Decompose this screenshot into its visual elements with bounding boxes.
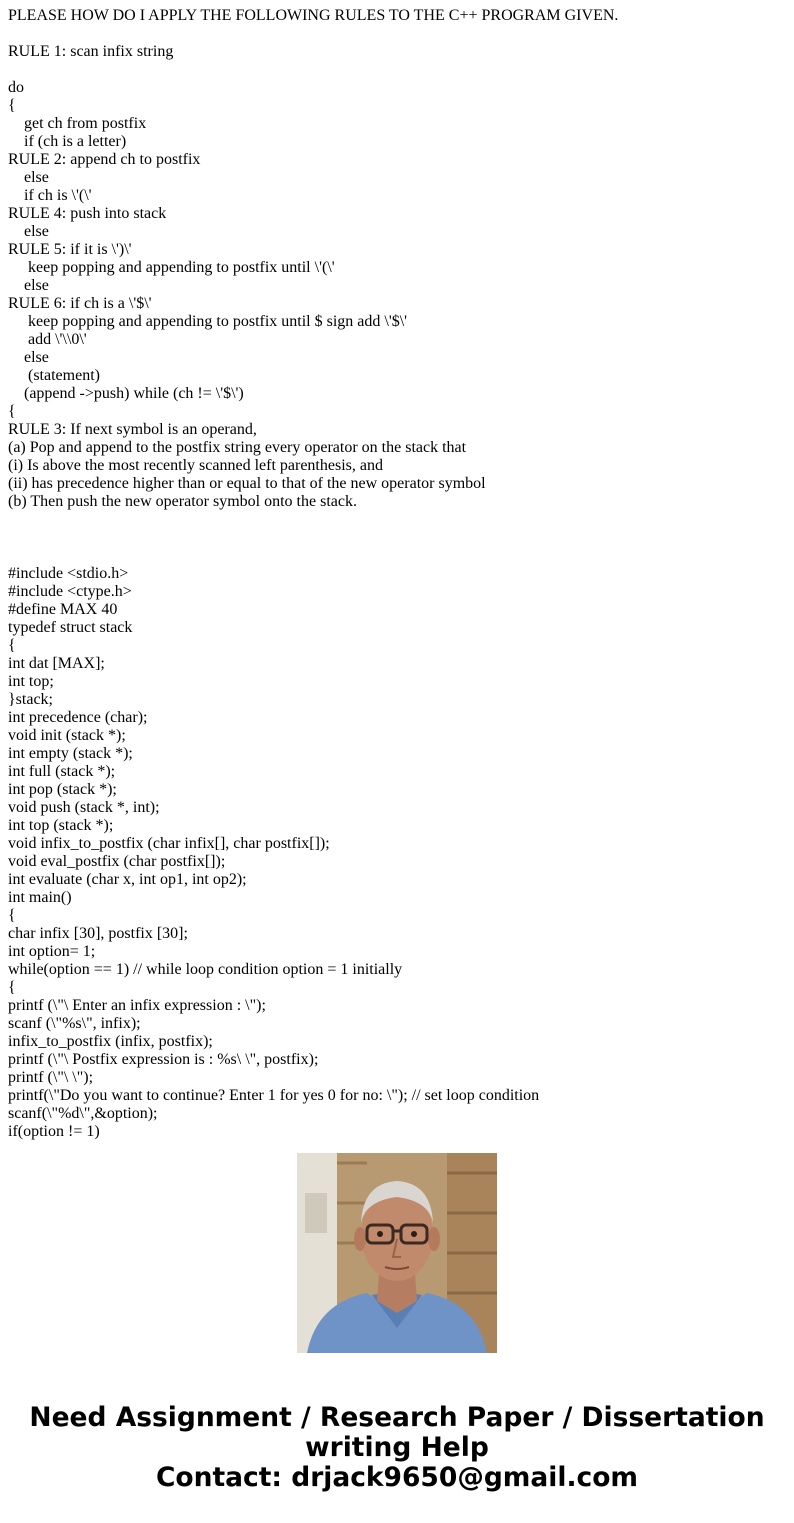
text-line: printf (\"\ Postfix expression is : %s\ \", postfix); (8, 1051, 319, 1068)
text-line (8, 511, 788, 529)
text-line: { (8, 979, 16, 996)
promo-banner (0, 1403, 794, 1493)
text-line: printf (\"\ \"); (8, 1069, 94, 1086)
text-line: void eval_postfix (char postfix[]); (8, 853, 226, 870)
text-line: get ch from postfix (8, 115, 147, 132)
text-line: printf(\"Do you want to continue? Enter 1 for yes 0 for no: \"); // set loop condition (8, 1087, 540, 1104)
text-line: else (8, 169, 49, 186)
text-line: void init (stack *); (8, 727, 126, 744)
text-line: PLEASE HOW DO I APPLY THE FOLLOWING RULES TO THE C++ PROGRAM GIVEN. (8, 7, 619, 24)
text-line: while(option == 1) // while loop condition option = 1 initially (8, 961, 403, 978)
text-line (8, 547, 788, 565)
promo-line-3: Contact: drjack9650@gmail.com (155, 1462, 639, 1493)
text-line: { (8, 637, 16, 654)
question-text (8, 7, 788, 1140)
text-line: int top; (8, 673, 54, 690)
text-line: (append ->push) while (ch != \'$\') (8, 385, 244, 402)
text-line: #define MAX 40 (8, 601, 118, 618)
avatar (297, 1153, 497, 1353)
text-line (8, 529, 788, 547)
text-line: else (8, 223, 49, 240)
text-line: int pop (stack *); (8, 781, 117, 798)
text-line: RULE 1: scan infix string (8, 43, 174, 60)
text-line: void infix_to_postfix (char infix[], char postfix[]); (8, 835, 330, 852)
text-line (8, 25, 788, 43)
text-line: else (8, 277, 49, 294)
text-line (8, 61, 788, 79)
text-line: char infix [30], postfix [30]; (8, 925, 188, 942)
text-line: }stack; (8, 691, 53, 708)
text-line: if ch is \'(\' (8, 187, 92, 204)
text-line: typedef struct stack (8, 619, 133, 636)
text-line: RULE 6: if ch is a \'$\' (8, 295, 152, 312)
text-line: printf (\"\ Enter an infix expression : \"); (8, 997, 266, 1014)
text-line: { (8, 97, 16, 114)
text-line: (b) Then push the new operator symbol onto the stack. (8, 493, 357, 510)
text-line: RULE 5: if it is \')\' (8, 241, 132, 258)
text-line: scanf (\"%s\", infix); (8, 1015, 141, 1032)
text-line: int precedence (char); (8, 709, 148, 726)
text-line: #include <stdio.h> (8, 565, 129, 582)
text-line: int full (stack *); (8, 763, 116, 780)
text-line: int empty (stack *); (8, 745, 133, 762)
text-line: if (ch is a letter) (8, 133, 127, 150)
text-line: { (8, 403, 16, 420)
text-line: (ii) has precedence higher than or equal to that of the new operator symbol (8, 475, 486, 492)
text-line: int option= 1; (8, 943, 96, 960)
text-line: infix_to_postfix (infix, postfix); (8, 1033, 213, 1050)
text-line: #include <ctype.h> (8, 583, 132, 600)
text-line: RULE 4: push into stack (8, 205, 167, 222)
text-line: add \'\\0\' (8, 331, 87, 348)
promo-line-2: writing Help (305, 1432, 489, 1463)
promo-line-1: Need Assignment / Research Paper / Dissertation (29, 1402, 765, 1433)
text-line: int main() (8, 889, 72, 906)
text-line: { (8, 907, 16, 924)
text-line: int evaluate (char x, int op1, int op2); (8, 871, 247, 888)
text-line: else (8, 349, 49, 366)
text-line: RULE 2: append ch to postfix (8, 151, 201, 168)
text-line: RULE 3: If next symbol is an operand, (8, 421, 257, 438)
text-line: if(option != 1) (8, 1123, 100, 1140)
text-line: (a) Pop and append to the postfix string every operator on the stack that (8, 439, 467, 456)
text-line: int top (stack *); (8, 817, 114, 834)
text-line: keep popping and appending to postfix until \'(\' (8, 259, 335, 276)
text-line: keep popping and appending to postfix until $ sign add \'$\' (8, 313, 408, 330)
text-line: int dat [MAX]; (8, 655, 105, 672)
text-line: (statement) (8, 367, 100, 384)
text-line: do (8, 79, 24, 96)
person-photo-icon (297, 1153, 497, 1353)
text-line: (i) Is above the most recently scanned left parenthesis, and (8, 457, 383, 474)
text-line: scanf(\"%d\",&option); (8, 1105, 158, 1122)
text-line: void push (stack *, int); (8, 799, 160, 816)
